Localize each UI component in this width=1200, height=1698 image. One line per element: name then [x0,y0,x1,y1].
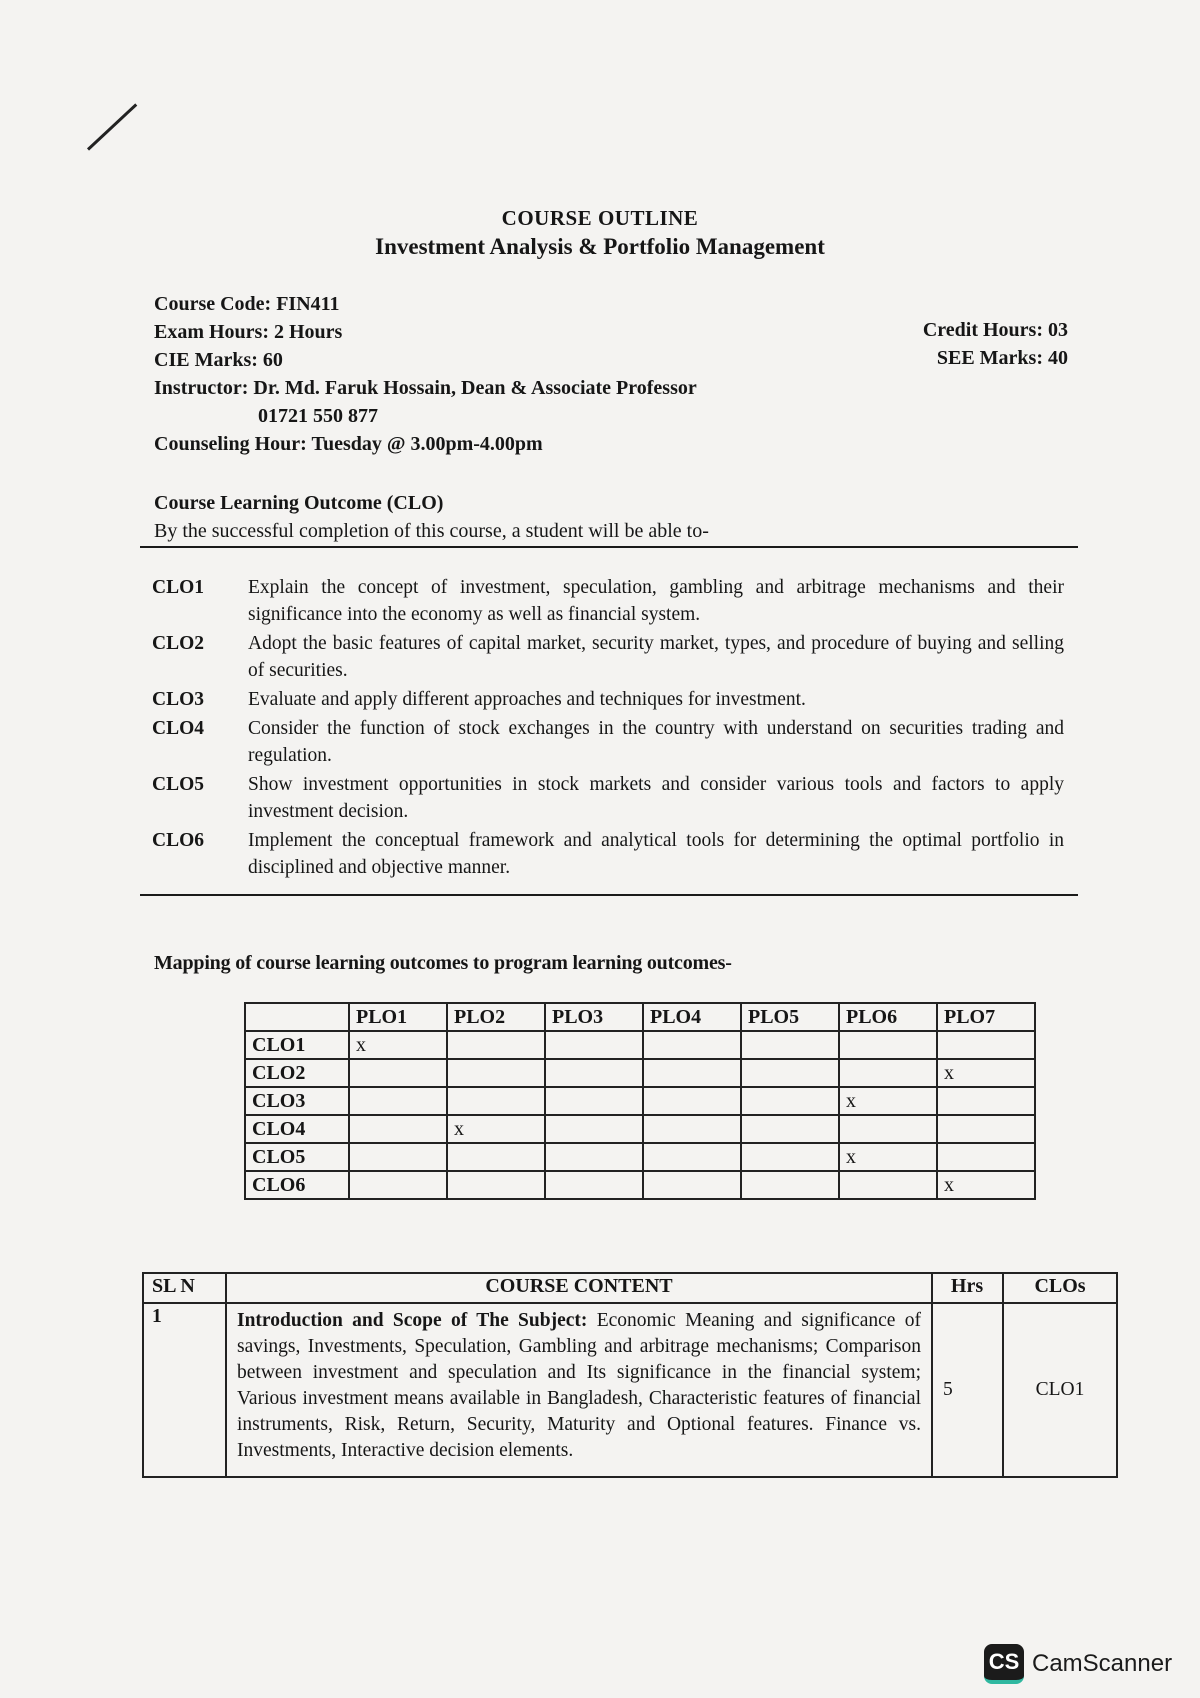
clo-text: Evaluate and apply different approaches and techniques for investment. [248,689,806,710]
table-cell [937,1143,1035,1171]
table-cell [741,1059,839,1087]
table-header-row [245,1003,1035,1031]
mapping-title: Mapping of course learning outcomes to program learning outcomes- [154,952,732,974]
instructor: Instructor: Dr. Md. Faruk Hossain, Dean & Associate Professor [154,377,697,399]
camscanner-label: CamScanner [1032,1650,1173,1677]
table-cell [741,1171,839,1199]
sl-cell: 1 [143,1303,226,1477]
divider [140,546,1078,548]
table-cell [545,1087,643,1115]
list-item [152,715,1064,769]
table-cell: x [349,1031,447,1059]
table-cell [839,1031,937,1059]
table-cell [447,1031,545,1059]
table-header-cell: PLO1 [349,1003,447,1031]
table-row [143,1303,1117,1477]
table-cell: x [447,1115,545,1143]
course-code: Course Code: FIN411 [154,293,340,315]
table-cell [447,1143,545,1171]
table-cell [545,1031,643,1059]
course-content-table [142,1272,1118,1478]
table-cell [937,1031,1035,1059]
content-text: Economic Meaning and significance of savings, Investments, Speculation, Gambling and arbitrage mechanisms; Comparison between investment and speculation and Its significance in the financial system; Various investment means available in Bangladesh, Characteristic features of financial instruments, Risk, Return, Security, Maturity and Optional features. Finance vs. Investments, Interactive decision elements. [237,1310,922,1461]
row-header: CLO4 [245,1115,349,1143]
table-cell [937,1115,1035,1143]
table-header-cell: PLO7 [937,1003,1035,1031]
document-header [0,206,1200,260]
table-cell [447,1171,545,1199]
content-cell [226,1303,932,1477]
hrs-cell: 5 [932,1303,1003,1477]
sl-header: SL N [143,1273,226,1303]
table-cell [447,1059,545,1087]
table-header-cell: PLO2 [447,1003,545,1031]
cie-marks: CIE Marks: 60 [154,349,283,371]
course-info [154,290,697,458]
table-cell [349,1059,447,1087]
row-header: CLO1 [245,1031,349,1059]
row-header: CLO6 [245,1171,349,1199]
table-cell [643,1143,741,1171]
divider [140,894,1078,896]
counseling-hour: Counseling Hour: Tuesday @ 3.00pm-4.00pm [154,433,543,455]
table-cell [741,1087,839,1115]
clo-section-intro: By the successful completion of this course, a student will be able to- [154,520,709,542]
table-cell [349,1171,447,1199]
table-cell [643,1087,741,1115]
table-header-cell: PLO4 [643,1003,741,1031]
clo-text: Consider the function of stock exchanges in the country with understand on securities trading and regulation. [248,718,1064,766]
row-header: CLO5 [245,1143,349,1171]
clo-section-title: Course Learning Outcome (CLO) [154,492,444,514]
document-title: COURSE OUTLINE [501,206,699,230]
table-row [245,1143,1035,1171]
list-item [152,630,1064,684]
table-row [245,1059,1035,1087]
table-header-cell: PLO5 [741,1003,839,1031]
table-row [245,1115,1035,1143]
clo-text: Explain the concept of investment, speculation, gambling and arbitrage mechanisms and their significance into the economy as well as financial system. [248,577,1064,625]
row-header: CLO3 [245,1087,349,1115]
clo-text: Adopt the basic features of capital market, security market, types, and procedure of buying and selling of securities. [248,633,1064,681]
table-cell [545,1143,643,1171]
clo-id: CLO3 [152,689,205,710]
exam-hours: Exam Hours: 2 Hours [154,321,343,343]
row-header: CLO2 [245,1059,349,1087]
table-cell [643,1031,741,1059]
table-header-blank [245,1003,349,1031]
table-cell [643,1171,741,1199]
clo-id: CLO6 [152,830,205,851]
hrs-header: Hrs [932,1273,1003,1303]
table-cell [447,1087,545,1115]
table-row [245,1087,1035,1115]
table-cell [839,1171,937,1199]
course-title: Investment Analysis & Portfolio Management [375,234,825,259]
table-cell [349,1087,447,1115]
instructor-phone: 01721 550 877 [258,405,378,427]
table-row [245,1171,1035,1199]
table-header-row [143,1273,1117,1303]
table-cell [643,1059,741,1087]
list-item [152,686,1064,713]
clos-header: CLOs [1003,1273,1117,1303]
clo-id: CLO2 [152,633,205,654]
table-cell: x [937,1171,1035,1199]
table-header-cell: PLO6 [839,1003,937,1031]
camscanner-logo-icon: CS [984,1644,1024,1684]
table-cell [643,1115,741,1143]
clo-text: Show investment opportunities in stock markets and consider various tools and factors to apply investment decision. [248,774,1064,822]
table-cell [349,1143,447,1171]
course-info-right [923,316,1068,372]
list-item [152,827,1064,881]
clo-plo-mapping-table [244,1002,1036,1200]
credit-hours: Credit Hours: 03 [922,319,1068,341]
table-cell [741,1143,839,1171]
clo-id: CLO4 [152,718,205,739]
content-heading: Introduction and Scope of The Subject: [237,1310,588,1331]
camscanner-watermark [984,1644,1172,1684]
table-row [245,1031,1035,1059]
content-header: COURSE CONTENT [226,1273,932,1303]
table-cell: x [839,1143,937,1171]
table-cell [545,1115,643,1143]
table-cell [349,1115,447,1143]
table-cell: x [937,1059,1035,1087]
clos-cell: CLO1 [1003,1303,1117,1477]
table-cell [937,1087,1035,1115]
list-item [152,574,1064,628]
table-header-cell: PLO3 [545,1003,643,1031]
table-cell [839,1115,937,1143]
table-cell [741,1031,839,1059]
clo-id: CLO5 [152,774,205,795]
table-cell [545,1059,643,1087]
clo-text: Implement the conceptual framework and analytical tools for determining the optimal portfolio in disciplined and objective manner. [248,830,1064,878]
table-cell [741,1115,839,1143]
clo-list [152,574,1064,883]
pen-mark [87,103,137,150]
table-cell [545,1171,643,1199]
list-item [152,771,1064,825]
clo-id: CLO1 [152,577,205,598]
table-cell [839,1059,937,1087]
see-marks: SEE Marks: 40 [936,347,1068,369]
table-cell: x [839,1087,937,1115]
